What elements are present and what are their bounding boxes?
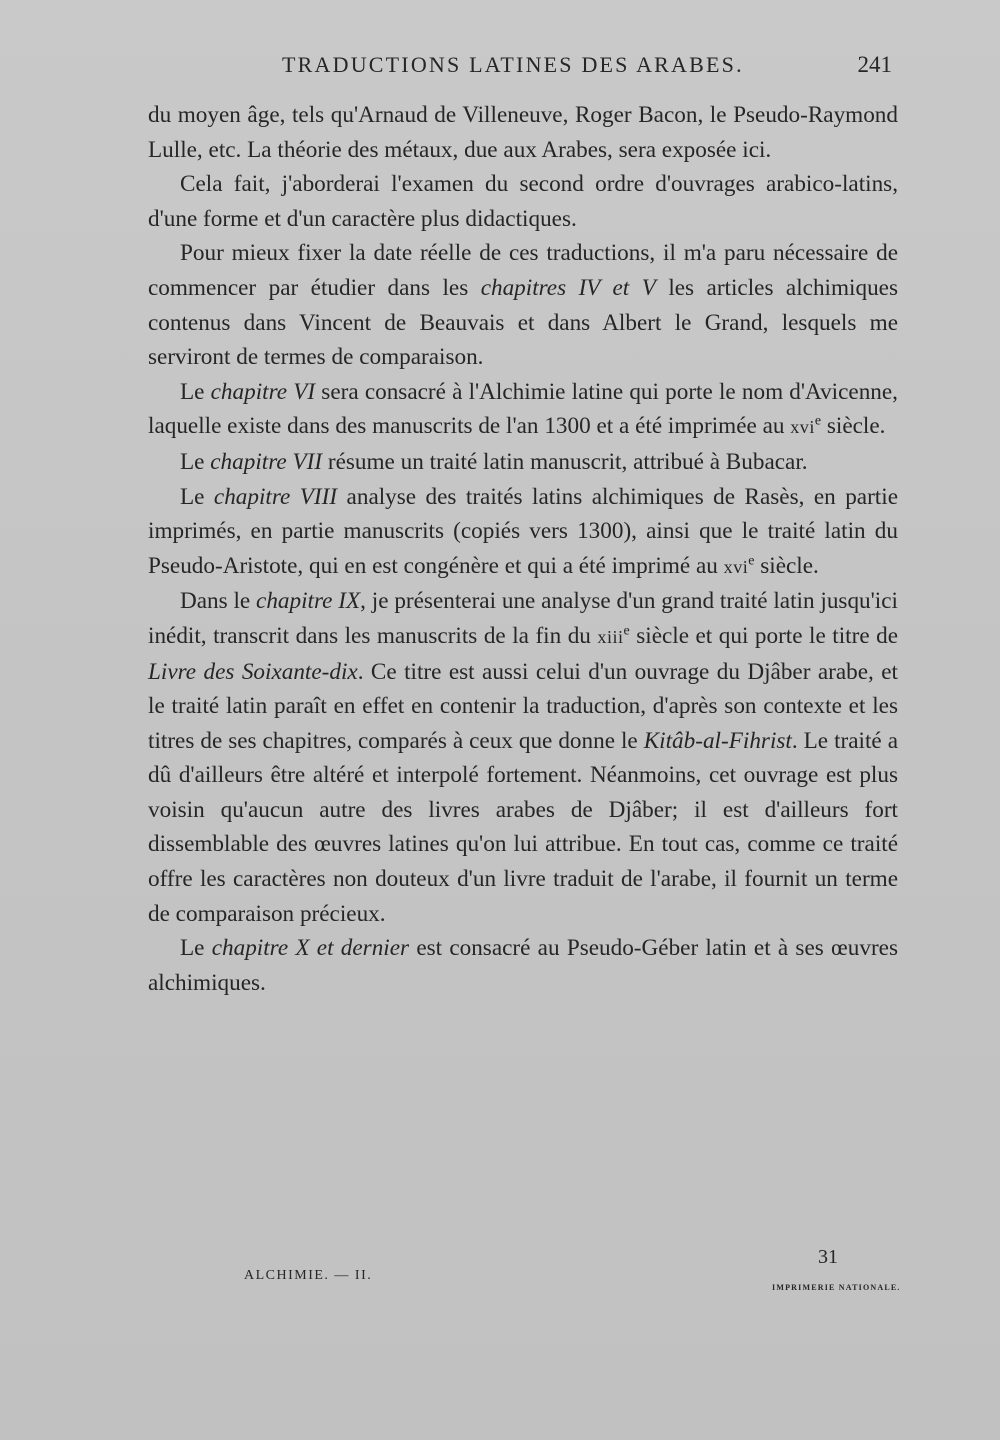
paragraph-text: siècle. (754, 552, 819, 579)
paragraph-text: Le (180, 378, 211, 405)
chapter-reference: chapitre VI (210, 378, 316, 405)
book-title: Kitâb-al-Fihrist (643, 727, 792, 754)
paragraph-text: . Ce titre est aussi celui d'un ouvrage du Djâber arabe, et le traité latin paraît en effet en contenir la traduction, d'après son contexte et les titres de ses chapitres, comparés à ceux que donne le (148, 658, 898, 754)
paragraph-5 (148, 445, 898, 480)
paragraph-text: Cela fait, j'aborderai l'examen du second ordre d'ouvrages arabico-latins, d'une forme et d'un caractère plus didactiques. (148, 171, 898, 232)
running-head (150, 52, 900, 86)
paragraph-text: résume un traité latin manuscrit, attribué à Bubacar. (322, 448, 808, 475)
page-number: 241 (857, 52, 892, 77)
century-numeral: xvi (790, 417, 815, 438)
paragraph-text: Le (180, 483, 214, 510)
paragraph-text: . Le traité a dû d'ailleurs être altéré et interpolé fortement. Néanmoins, cet ouvrage est plus voisin qu'aucun autre des livres arabes de Djâber; il est d'ailleurs fort dissemblable des œuvres latines qu'on lui attribue. En tout cas, comme ce traité offre les caractères non douteux d'un livre traduit de l'arabe, il fournit un terme de comparaison précieux. (148, 727, 898, 927)
paragraph-text: du moyen âge, tels qu'Arnaud de Villeneuve, Roger Bacon, le Pseudo-Raymond Lulle, etc. La théorie des métaux, due aux Arabes, sera exposée ici. (148, 102, 898, 163)
chapter-reference: chapitres IV et V (480, 274, 656, 301)
century-numeral: xvi (723, 556, 749, 577)
ordinal-superscript: e (623, 623, 630, 639)
paragraph-6 (148, 480, 898, 585)
paragraph-8 (148, 931, 898, 1000)
body-text (148, 98, 898, 1000)
paragraph-2 (148, 167, 898, 236)
book-title: Livre des Soixante-dix (148, 658, 358, 685)
paragraph-text: sera consacré à l'Alchimie latine qui porte le nom d'Avicenne, laquelle existe dans des manuscrits de l'an 1300 et a été imprimée au (148, 378, 898, 440)
paragraph-text: Le (180, 448, 211, 475)
chapter-reference: chapitre VIII (213, 483, 338, 510)
paragraph-text: Pour mieux fixer la date réelle de ces traductions, il m'a paru nécessaire de commencer par étudier dans les (148, 240, 898, 301)
ordinal-superscript: e (748, 552, 755, 568)
chapter-reference: chapitre X et dernier (211, 935, 410, 962)
signature-mark: 31 (818, 1246, 838, 1268)
paragraph-text: est consacré au Pseudo-Géber latin et à ses œuvres alchimiques. (148, 935, 898, 996)
paragraph-text: les articles alchimiques contenus dans Vincent de Beauvais et dans Albert le Grand, lesquels me serviront de termes de comparaison. (148, 274, 898, 371)
printer-imprint: IMPRIMERIE NATIONALE. (772, 1283, 901, 1292)
paragraph-3 (148, 236, 898, 374)
chapter-reference: chapitre VII (210, 448, 323, 475)
paragraph-4 (148, 375, 898, 445)
paragraph-1 (148, 98, 898, 167)
century-numeral: xiii (597, 626, 624, 647)
volume-footer: ALCHIMIE. — II. (244, 1268, 373, 1283)
paragraph-text: siècle. (821, 413, 886, 440)
paragraph-text: Le (180, 935, 212, 962)
chapter-reference: chapitre IX (256, 588, 361, 615)
running-title: TRADUCTIONS LATINES DES ARABES. (282, 52, 744, 77)
ordinal-superscript: e (814, 413, 822, 429)
paragraph-text: Dans le (180, 588, 257, 615)
paragraph-text: siècle et qui porte le titre de (629, 622, 899, 649)
paragraph-text: analyse des traités latins alchimiques de Rasès, en partie imprimés, en partie manuscrits (copiés vers 1300), ainsi que le traité latin du Pseudo-Aristote, qui en est congénère et qui a été imprimé au (148, 483, 898, 579)
paragraph-text: , je présenterai une analyse d'un grand traité latin jusqu'ici inédit, transcrit dans les manuscrits de la fin du (148, 588, 898, 649)
paragraph-7 (148, 584, 898, 931)
